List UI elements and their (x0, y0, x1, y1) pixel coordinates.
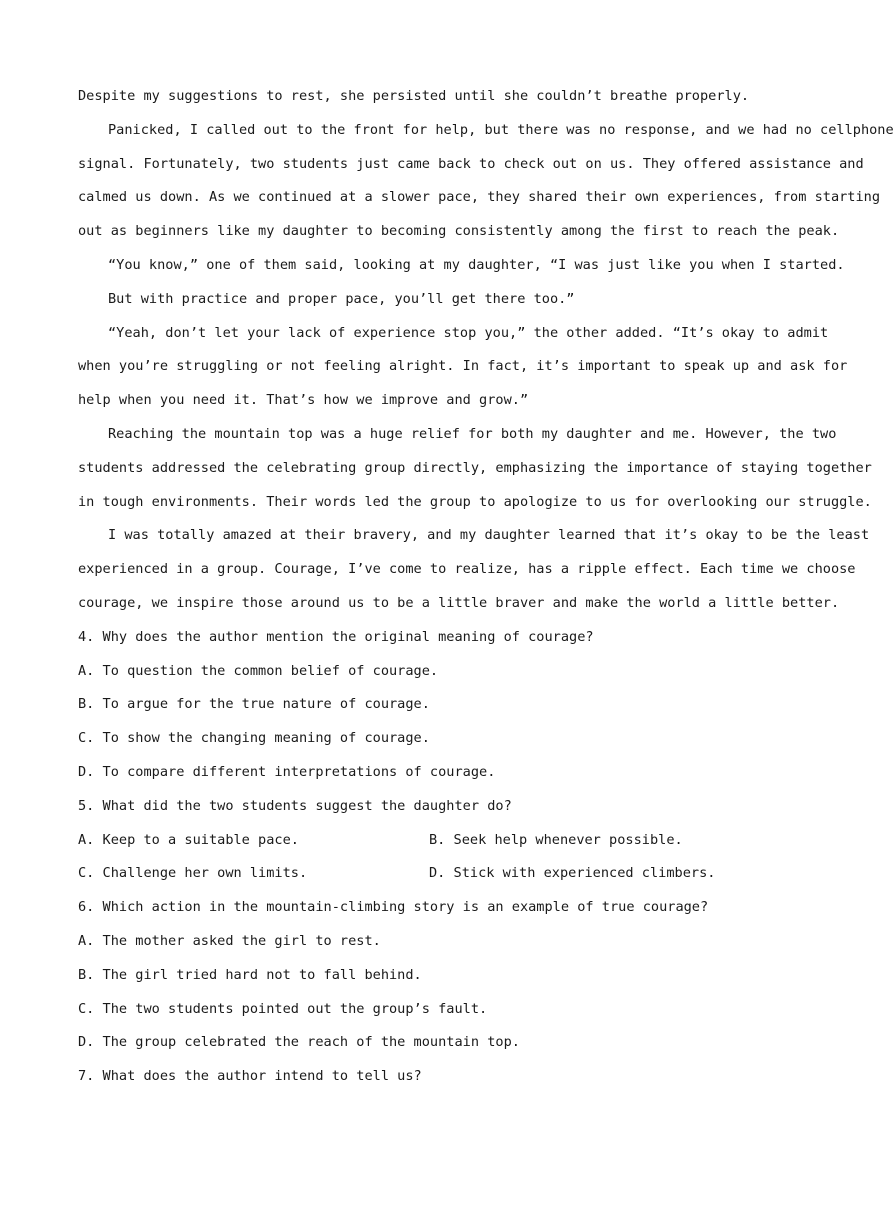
answer-option-b: B. The girl tried hard not to fall behind. (78, 966, 422, 983)
passage-line: when you’re struggling or not feeling alright. In fact, it’s important to speak up and ask for (78, 358, 848, 375)
passage-line: calmed us down. As we continued at a slower pace, they shared their own experiences, from starting (78, 189, 881, 206)
answer-option-row (78, 857, 783, 891)
question-7 (78, 1060, 783, 1094)
passage-text (78, 80, 894, 621)
answer-option-c: C. To show the changing meaning of courage. (78, 730, 430, 747)
passage-line: students addressed the celebrating group directly, emphasizing the importance of staying together (78, 459, 872, 476)
answer-option-b: B. To argue for the true nature of courage. (78, 696, 430, 713)
question-4 (78, 621, 783, 790)
answer-option-b: B. Seek help whenever possible. (429, 831, 683, 848)
question-6 (78, 891, 783, 1060)
passage-line: in tough environments. Their words led the group to apologize to us for overlooking our struggle. (78, 493, 872, 510)
answer-option-d: D. Stick with experienced climbers. (429, 865, 716, 882)
question-stem: 4. Why does the author mention the original meaning of courage? (78, 628, 594, 645)
passage-line: experienced in a group. Courage, I’ve come to realize, has a ripple effect. Each time we choose (78, 561, 856, 578)
passage-line: “Yeah, don’t let your lack of experience stop you,” the other added. “It’s okay to admit (108, 324, 829, 341)
question-stem: 6. Which action in the mountain-climbing story is an example of true courage? (78, 899, 709, 916)
passage-line: Despite my suggestions to rest, she persisted until she couldn’t breathe properly. (78, 88, 750, 104)
passage-line: But with practice and proper pace, you’ll get there too.” (108, 290, 575, 307)
passage-line: I was totally amazed at their bravery, and my daughter learned that it’s okay to be the least (108, 527, 870, 544)
question-stem: 7. What does the author intend to tell us? (78, 1068, 422, 1085)
question-5 (78, 790, 783, 891)
answer-option-d: D. To compare different interpretations of courage. (78, 763, 496, 780)
answer-option-c: C. The two students pointed out the group’s fault. (78, 1000, 488, 1017)
answer-option-a: A. The mother asked the girl to rest. (78, 932, 381, 949)
answer-option-d: D. The group celebrated the reach of the mountain top. (78, 1034, 520, 1051)
passage-line: courage, we inspire those around us to be a little braver and make the world a little better. (78, 594, 840, 611)
answer-option-row (78, 824, 783, 858)
answer-option-c: C. Challenge her own limits. (78, 865, 308, 882)
question-stem: 5. What did the two students suggest the daughter do? (78, 797, 512, 814)
answer-option-a: A. To question the common belief of courage. (78, 662, 439, 679)
passage-line: help when you need it. That’s how we improve and grow.” (78, 392, 529, 409)
passage-line: signal. Fortunately, two students just came back to check out on us. They offered assistance and (78, 155, 864, 172)
passage-line: Panicked, I called out to the front for help, but there was no response, and we had no cellphone (108, 121, 894, 138)
passage-line: “You know,” one of them said, looking at my daughter, “I was just like you when I started. (108, 256, 845, 273)
page-content (78, 80, 894, 1094)
answer-option-a: A. Keep to a suitable pace. (78, 831, 299, 848)
passage-line: Reaching the mountain top was a huge relief for both my daughter and me. However, the two (108, 425, 837, 442)
passage-line: out as beginners like my daughter to becoming consistently among the first to reach the peak. (78, 223, 840, 240)
